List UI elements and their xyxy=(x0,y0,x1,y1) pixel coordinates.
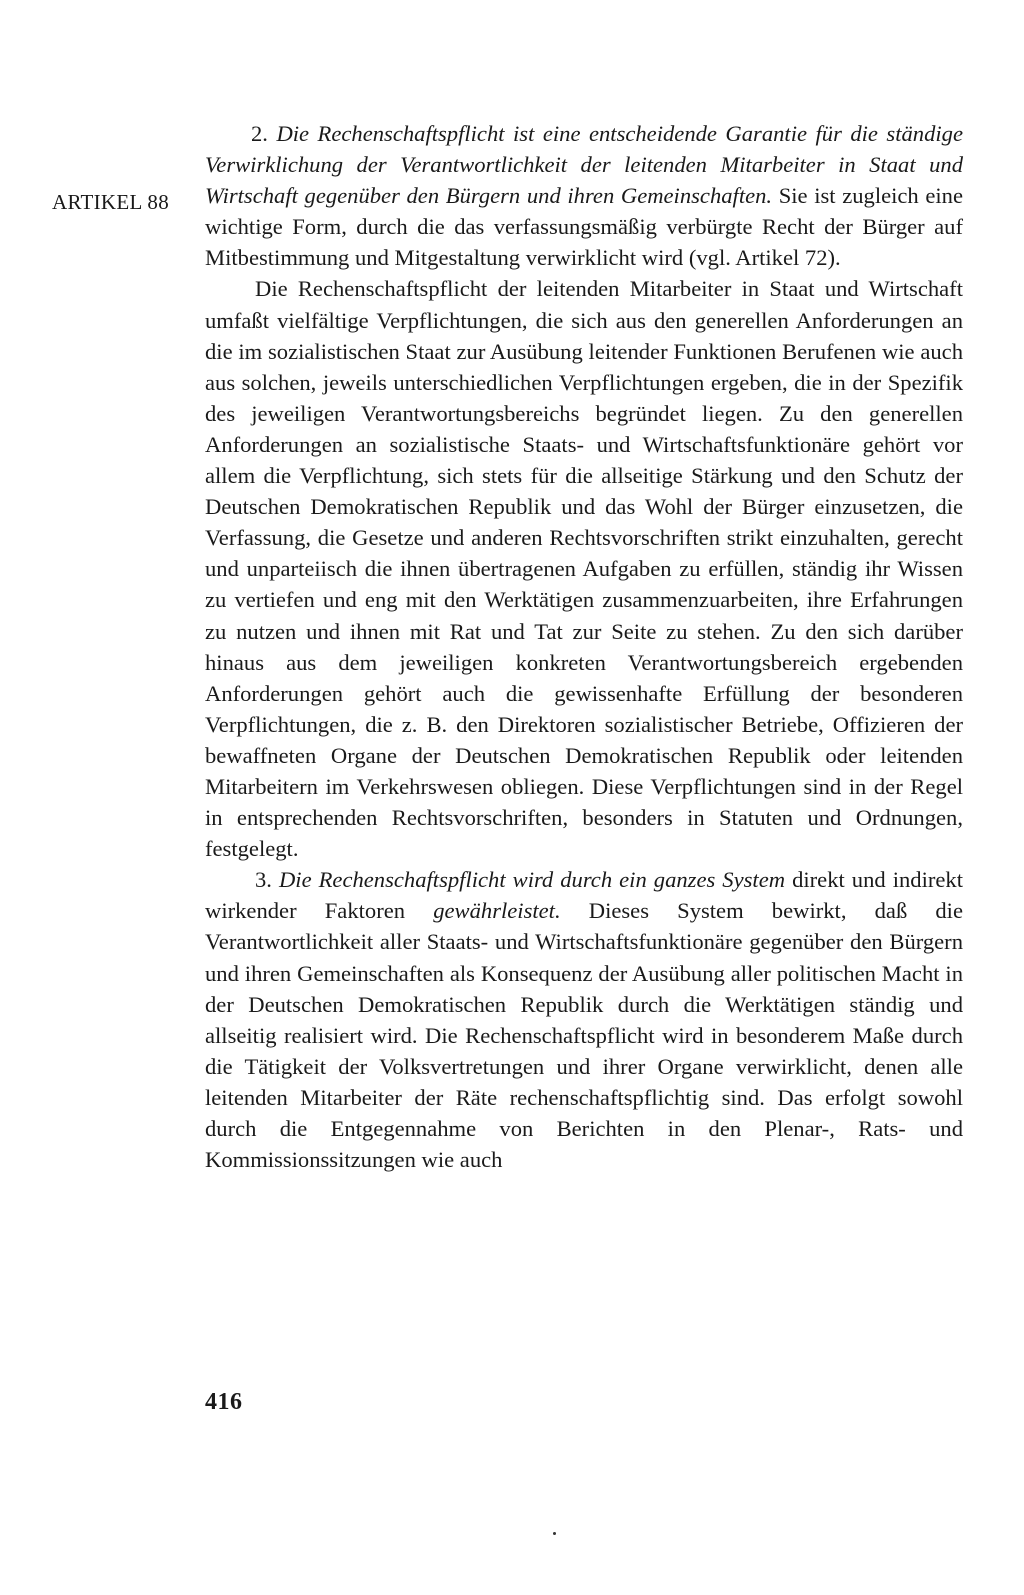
section-3-number: 3. xyxy=(255,867,272,893)
section-2-rest: Sie ist zugleich eine wichtige Form, durch die das verfassungsmäßig verbürgte Recht der Bürger auf Mitbestimmung und Mitgestaltung verwirklicht wird (vgl. Artikel 72). xyxy=(205,183,963,271)
section-3-italic-2: gewährleistet. xyxy=(433,898,561,924)
section-2-number: 2. xyxy=(251,121,268,146)
body-text xyxy=(205,118,963,1175)
article-margin-note: ARTIKEL 88 xyxy=(52,190,170,214)
paragraph-section-2 xyxy=(205,118,963,273)
paragraph-obligations: Die Rechenschaftspflicht der leitenden Mitarbeiter in Staat und Wirtschaft umfaßt vielfältige Verpflichtungen, die sich aus den generellen Anforderungen an die im sozialistischen Staat zur Ausübung leitender Funktionen Berufenen wie auch aus solchen, jeweils unterschiedlichen Verpflichtungen ergeben, die in der Spezifik des jeweiligen Verantwortungsbereichs begründet liegen. Zu den generellen Anforderungen an sozialistische Staats- und Wirtschaftsfunktionäre gehört vor allem die Verpflichtung, sich stets für die allseitige Stärkung und den Schutz der Deutschen Demokratischen Republik und das Wohl der Bürger einzusetzen, die Verfassung, die Gesetze und anderen Rechtsvorschriften strikt einzuhalten, gerecht und unparteiisch die ihnen übertragenen Aufgaben zu erfüllen, ständig ihr Wissen zu vertiefen und eng mit den Werktätigen zusammenzuarbeiten, ihre Erfahrungen zu nutzen und ihnen mit Rat und Tat zur Seite zu stehen. Zu den sich darüber hinaus aus dem jeweiligen konkreten Verantwortungsbereich ergebenden Anforderungen gehört auch die gewissenhafte Erfüllung der besonderen Verpflichtungen, die z. B. den Direktoren sozialistischer Betriebe, Offizieren der bewaffneten Organe der Deutschen Demokratischen Republik oder leitenden Mitarbeitern im Verkehrswesen obliegen. Diese Verpflichtungen sind in der Regel in entsprechenden Rechtsvorschriften, besonders in Statuten und Ordnungen, festgelegt. xyxy=(205,276,963,862)
section-2-italic-lead: Die Rechenschaftspflicht ist eine entscheidende Garantie für die ständige Verwirklichung der Verantwortlichkeit der leitenden Mitarbeiter in Staat und Wirtschaft gegenüber den Bürgern und ihren Gemeinschaften. xyxy=(205,121,963,209)
section-3-rest: Dieses System bewirkt, daß die Verantwortlichkeit aller Staats- und Wirtschaftsfunktionäre gegenüber den Bürgern und ihren Gemeinschaften als Konsequenz der Ausübung aller politischen Macht in der Deutschen Demokratischen Republik durch die Werktätigen ständig und allseitig realisiert wird. Die Rechenschaftspflicht wird in besonderem Maße durch die Tätigkeit der Volksvertretungen und ihrer Organe verwirklicht, denen alle leitenden Mitarbeiter der Räte rechenschaftspflichtig sind. Das erfolgt sowohl durch die Entgegennahme von Berichten in den Plenar-, Rats- und Kommissionssitzungen wie auch xyxy=(205,898,963,1173)
section-3-mid: direkt und indirekt wirkender Faktoren xyxy=(205,867,963,924)
paragraph-section-3 xyxy=(205,864,963,1175)
scan-speck xyxy=(553,1532,556,1535)
section-3-italic-lead: Die Rechenschaftspflicht wird durch ein ganzes System xyxy=(278,867,786,893)
page-number: 416 xyxy=(205,1389,243,1415)
